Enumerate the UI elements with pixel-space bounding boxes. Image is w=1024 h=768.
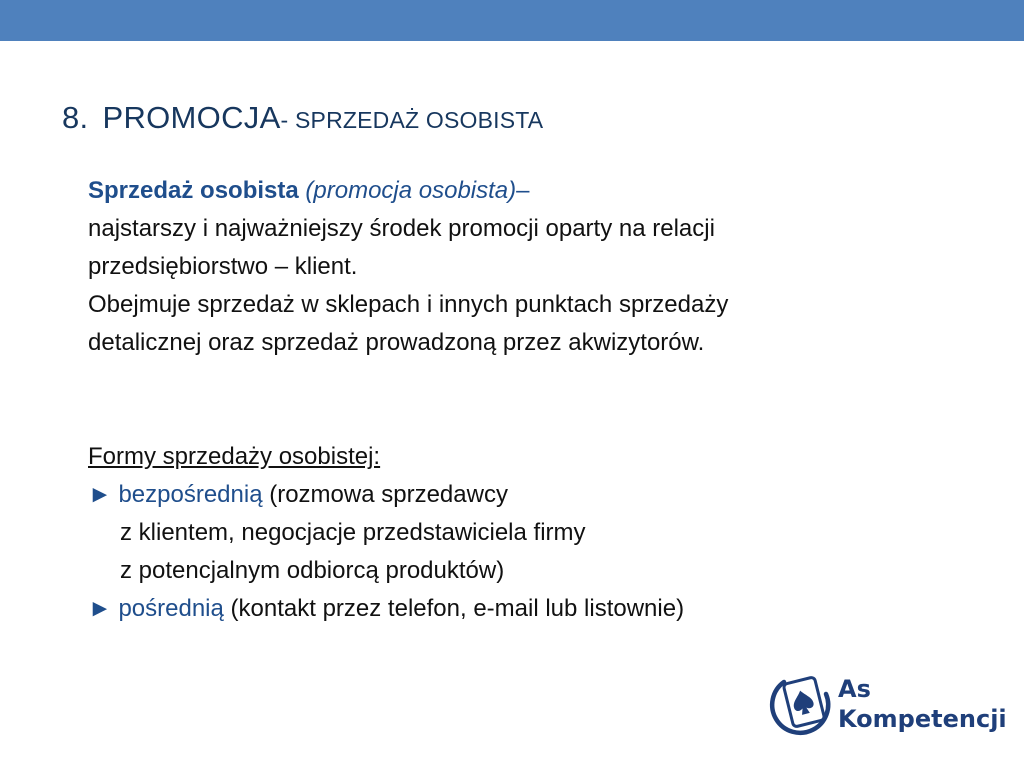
term-dash: – — [516, 177, 530, 204]
slide-number: 8. — [62, 100, 89, 135]
definition-line: Obejmuje sprzedaż w sklepach i innych punktach sprzedaży — [88, 291, 729, 318]
slide-body — [88, 172, 988, 628]
definition-line: detalicznej oraz sprzedaż prowadzoną przez akwizytorów. — [88, 329, 705, 356]
bullet-arrow-icon: ► — [88, 595, 112, 622]
form-item-direct — [88, 476, 988, 514]
form-name-direct: bezpośrednią — [118, 481, 263, 508]
logo-text — [838, 674, 1007, 734]
form-name-indirect: pośrednią — [118, 595, 224, 622]
title-main: PROMOCJA — [102, 100, 281, 135]
term-alt: (promocja osobista) — [305, 177, 517, 204]
spacer — [88, 362, 988, 438]
logo — [768, 668, 1007, 740]
logo-line-1: As — [838, 675, 871, 703]
definition-line: najstarszy i najważniejszy środek promocji oparty na relacji — [88, 215, 715, 242]
form-item-indirect — [88, 590, 988, 628]
title-sub: - SPRZEDAŻ OSOBISTA — [280, 107, 544, 133]
definition-line: przedsiębiorstwo – klient. — [88, 253, 358, 280]
top-bar — [0, 0, 1024, 41]
forms-heading: Formy sprzedaży osobistej: — [88, 443, 381, 470]
form-desc-continuation: z klientem, negocjacje przedstawiciela firmy — [120, 519, 586, 546]
spade-card-icon — [768, 668, 834, 740]
logo-line-2: Kompetencji — [838, 705, 1007, 733]
term-line — [88, 172, 988, 210]
form-desc-indirect: (kontakt przez telefon, e-mail lub listownie) — [230, 595, 685, 622]
form-desc-continuation: z potencjalnym odbiorcą produktów) — [120, 557, 505, 584]
slide-title — [62, 100, 543, 138]
term: Sprzedaż osobista — [88, 177, 299, 204]
bullet-arrow-icon: ► — [88, 481, 112, 508]
form-desc-direct: (rozmowa sprzedawcy — [269, 481, 508, 508]
